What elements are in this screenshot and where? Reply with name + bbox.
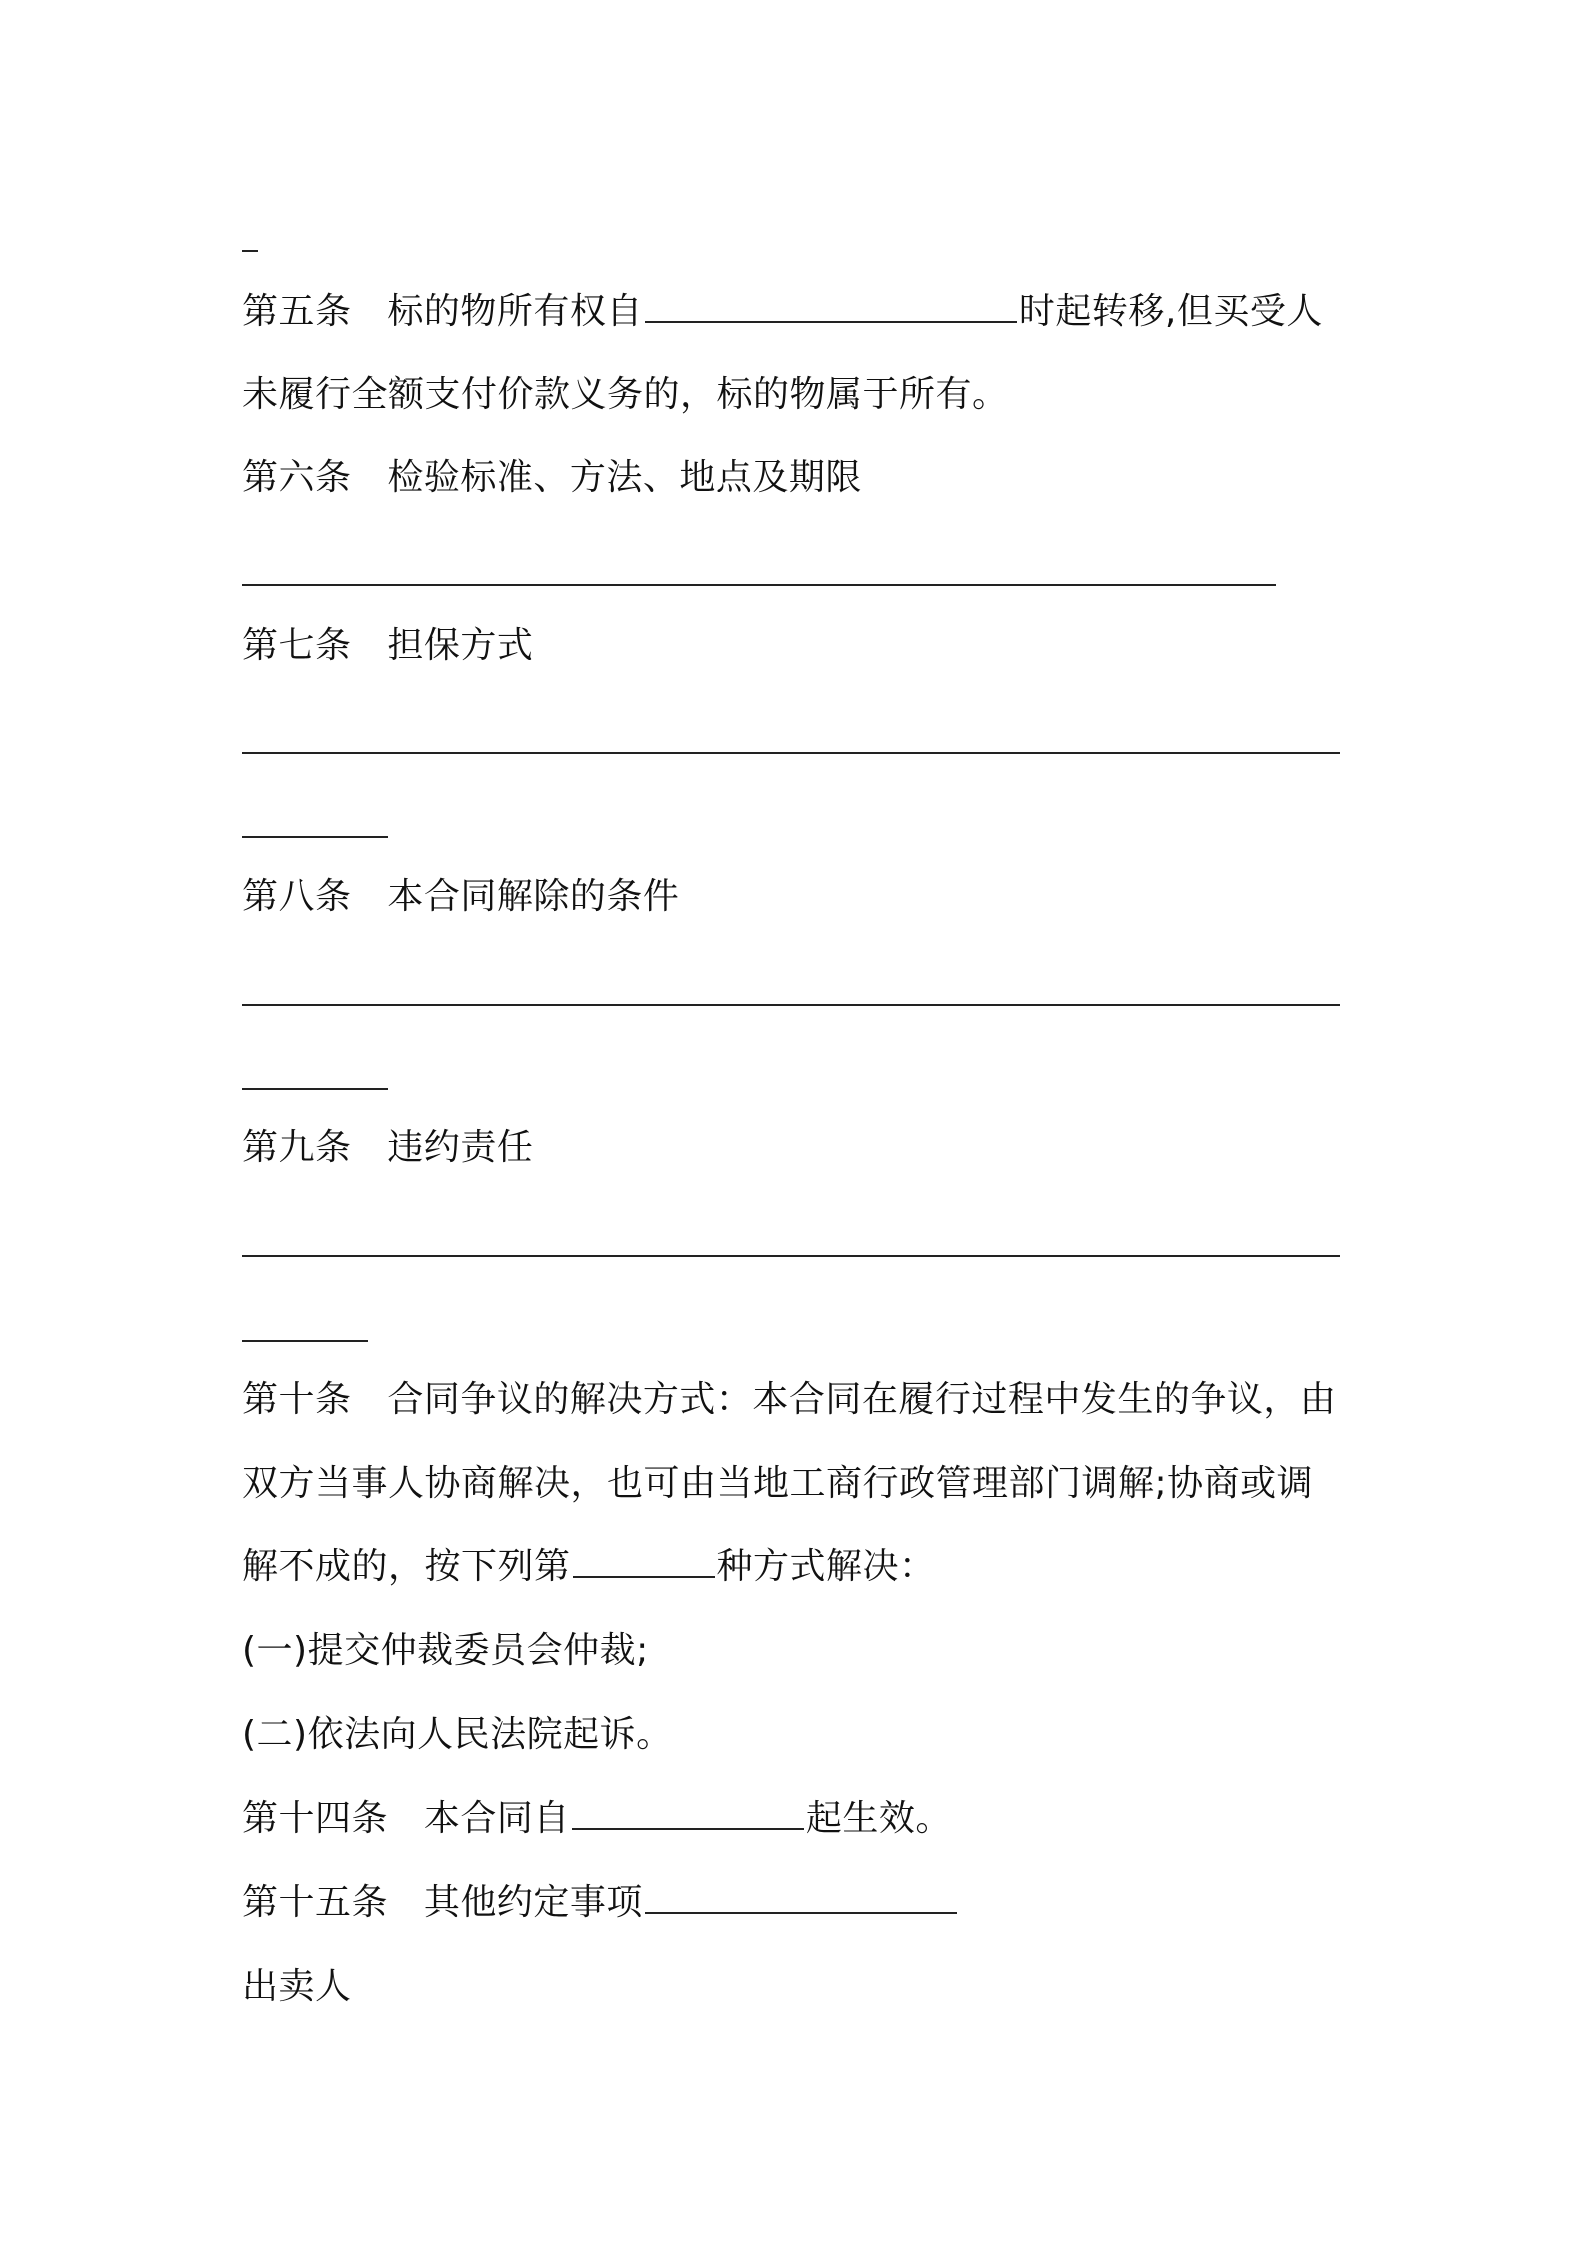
article-8-blank-line-1[interactable] bbox=[242, 1004, 1340, 1006]
article-15-label: 第十五条 bbox=[242, 1882, 389, 1923]
article-6-label: 第六条 bbox=[242, 457, 352, 498]
article-7-blank-line-2[interactable] bbox=[242, 836, 388, 838]
article-8-blank-line-2[interactable] bbox=[242, 1088, 388, 1090]
article-5-line-1 bbox=[242, 286, 1323, 338]
article-5-label: 第五条 bbox=[242, 291, 352, 332]
article-10-label: 第十条 bbox=[242, 1379, 352, 1420]
article-9-blank-line-1[interactable] bbox=[242, 1255, 1340, 1257]
article-6-heading bbox=[242, 452, 862, 504]
article-10-line-3 bbox=[242, 1541, 936, 1593]
article-6-title: 检验标准、方法、地点及期限 bbox=[387, 457, 862, 498]
article-7-blank-line-1[interactable] bbox=[242, 752, 1340, 754]
article-14-text-a: 本合同自 bbox=[423, 1798, 570, 1839]
article-14-line bbox=[242, 1793, 952, 1845]
article-8-heading bbox=[242, 871, 679, 923]
article-14-text-b: 起生效。 bbox=[805, 1798, 952, 1839]
article-7-heading bbox=[242, 620, 533, 672]
article-7-title: 担保方式 bbox=[387, 625, 534, 666]
effective-date-blank[interactable] bbox=[572, 1798, 804, 1830]
seller-label: 出卖人 bbox=[242, 1966, 352, 2007]
other-matters-blank[interactable] bbox=[645, 1882, 957, 1914]
article-6-blank-line[interactable] bbox=[242, 584, 1276, 586]
option-litigation: (二)依法向人民法院起诉。 bbox=[242, 1714, 673, 1755]
leading-dash bbox=[242, 250, 258, 252]
article-8-title: 本合同解除的条件 bbox=[387, 876, 680, 917]
article-10-text-1: 合同争议的解决方式：本合同在履行过程中发生的争议，由 bbox=[387, 1379, 1337, 1420]
option-arbitration: (一)提交仲裁委员会仲裁; bbox=[242, 1630, 649, 1671]
article-15-text-a: 其他约定事项 bbox=[423, 1882, 643, 1923]
article-9-blank-line-2[interactable] bbox=[242, 1340, 368, 1342]
article-9-label: 第九条 bbox=[242, 1127, 352, 1168]
article-5-line-2: 未履行全额支付价款义务的，标的物属于所有。 bbox=[242, 374, 1009, 415]
ownership-transfer-time-blank[interactable] bbox=[645, 291, 1017, 323]
article-5-text-b: 时起转移,但买受人 bbox=[1018, 291, 1323, 332]
article-14-label: 第十四条 bbox=[242, 1798, 389, 1839]
article-10-line-2: 双方当事人协商解决，也可由当地工商行政管理部门调解;协商或调 bbox=[242, 1463, 1314, 1504]
article-10-text-3a: 解不成的，按下列第 bbox=[242, 1546, 571, 1587]
article-10-line-1 bbox=[242, 1374, 1336, 1426]
article-8-label: 第八条 bbox=[242, 876, 352, 917]
article-10-text-3b: 种方式解决： bbox=[716, 1546, 936, 1587]
resolution-method-number-blank[interactable] bbox=[573, 1546, 715, 1578]
article-9-heading bbox=[242, 1122, 533, 1174]
article-15-line bbox=[242, 1877, 959, 1929]
article-9-title: 违约责任 bbox=[387, 1127, 534, 1168]
article-5-text-a: 标的物所有权自 bbox=[387, 291, 643, 332]
article-7-label: 第七条 bbox=[242, 625, 352, 666]
